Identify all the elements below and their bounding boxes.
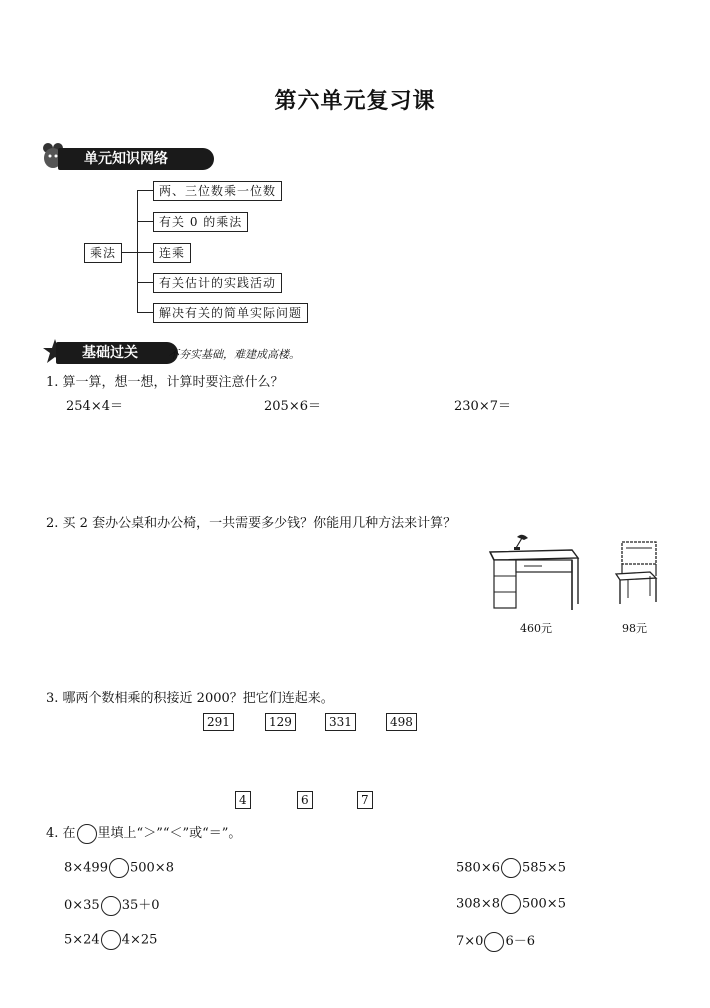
- tree-tick: [137, 190, 153, 191]
- number-box-top[interactable]: 129: [265, 713, 296, 731]
- compare-left: 580×6: [456, 860, 500, 876]
- compare-row: [456, 894, 566, 914]
- answer-circle[interactable]: [109, 858, 129, 878]
- tree-tick: [137, 252, 153, 253]
- number-box-top[interactable]: 498: [386, 713, 417, 731]
- q1-expression: 205×6＝: [264, 399, 321, 414]
- tree-branch: 解决有关的简单实际问题: [153, 303, 308, 323]
- answer-circle[interactable]: [101, 896, 121, 916]
- compare-row: [64, 894, 160, 916]
- question-1-prompt: 1. 算一算，想一想，计算时要注意什么？: [46, 375, 284, 390]
- compare-right: 500×8: [129, 860, 174, 876]
- number-box-top[interactable]: 331: [325, 713, 356, 731]
- tree-branch: 有关 0 的乘法: [153, 212, 248, 232]
- compare-row: [64, 858, 174, 878]
- answer-circle[interactable]: [101, 930, 121, 950]
- question-2-prompt: 2. 买 2 套办公桌和办公椅，一共需要多少钱？你能用几种方法来计算？: [46, 516, 457, 531]
- question-3-prompt: 3. 哪两个数相乘的积接近 2000？把它们连起来。: [46, 691, 334, 706]
- number-box-bottom[interactable]: 7: [357, 791, 373, 809]
- answer-circle-icon: [77, 824, 97, 844]
- tree-spine: [137, 190, 138, 312]
- compare-right: 6－6: [505, 934, 535, 949]
- page-title: 第六单元复习课: [274, 89, 436, 114]
- tree-branch: 有关估计的实践活动: [153, 273, 282, 293]
- compare-right: 4×25: [121, 932, 158, 948]
- section-banner-knowledge: [40, 142, 220, 172]
- answer-circle[interactable]: [484, 932, 504, 952]
- compare-right: 585×5: [521, 860, 566, 876]
- question-4-prompt: [46, 822, 241, 844]
- compare-right: 500×5: [521, 896, 566, 912]
- compare-row: [456, 930, 535, 952]
- compare-left: 5×24: [64, 932, 100, 948]
- section-tagline: 不夯实基础，难建成高楼。: [168, 348, 300, 361]
- compare-row: [64, 930, 157, 950]
- answer-circle[interactable]: [501, 894, 521, 914]
- q1-expression: 254×4＝: [66, 399, 123, 414]
- tree-connector: [121, 252, 137, 253]
- compare-left: 8×499: [64, 860, 108, 876]
- answer-circle[interactable]: [501, 858, 521, 878]
- tree-tick: [137, 282, 153, 283]
- desk-price: 460元: [520, 622, 552, 635]
- desk-illustration: [486, 532, 582, 614]
- section-title-knowledge: 单元知识网络: [58, 148, 214, 170]
- compare-left: 308×8: [456, 896, 500, 912]
- number-box-top[interactable]: 291: [203, 713, 234, 731]
- number-box-bottom[interactable]: 6: [297, 791, 313, 809]
- q4-prompt-start: 4. 在: [46, 826, 76, 841]
- tree-branch: 两、三位数乘一位数: [153, 181, 282, 201]
- tree-branch: 连乘: [153, 243, 191, 263]
- compare-left: 7×0: [456, 934, 484, 949]
- tree-root: 乘法: [84, 243, 122, 263]
- tree-tick: [137, 221, 153, 222]
- compare-left: 0×35: [64, 898, 100, 913]
- q4-prompt-end: 里填上“＞”“＜”或“＝”。: [97, 826, 242, 841]
- chair-illustration: [610, 540, 662, 606]
- compare-row: [456, 858, 566, 878]
- q1-expression: 230×7＝: [454, 399, 511, 414]
- compare-right: 35＋0: [121, 898, 160, 913]
- section-banner-basics: [40, 338, 340, 366]
- tree-tick: [137, 312, 153, 313]
- section-title-basics: 基础过关: [56, 342, 178, 364]
- chair-price: 98元: [622, 622, 647, 635]
- number-box-bottom[interactable]: 4: [235, 791, 251, 809]
